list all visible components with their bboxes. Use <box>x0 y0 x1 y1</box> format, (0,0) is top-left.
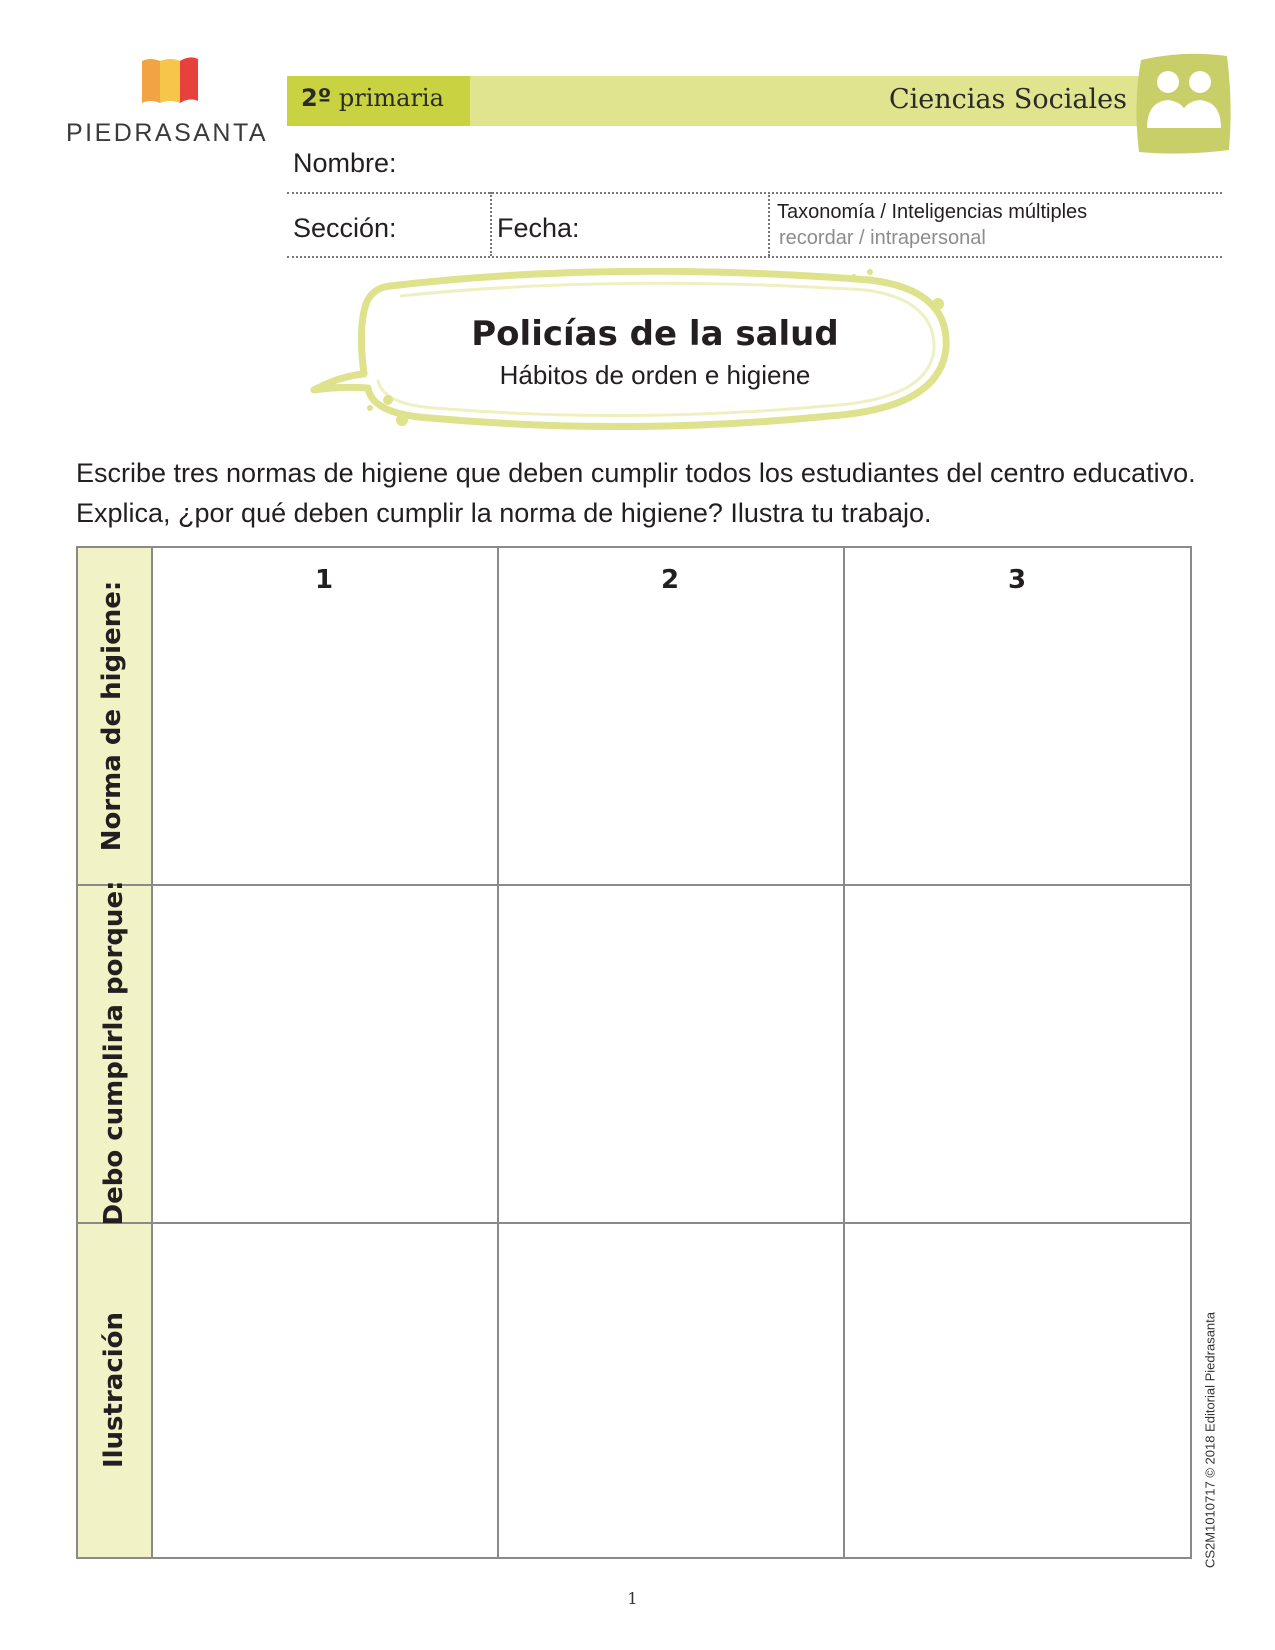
row-label-debo-cumplirla: Debo cumplirla porque: <box>99 880 129 1226</box>
people-group-icon <box>1133 52 1233 158</box>
book-logo-icon <box>140 55 200 107</box>
grade-text: primaria <box>338 84 444 112</box>
piedrasanta-logo <box>60 55 280 155</box>
column-header-3: 3 <box>1007 565 1027 595</box>
instructions-text: Escribe tres normas de higiene que deben cumplir todos los estudiantes del centro educativo. Explica, ¿por qué deben cumplir la norma de higiene? Ilustra tu trabajo. <box>76 458 1196 528</box>
column-header-1: 1 <box>314 565 334 595</box>
activity-title: Policías de la salud <box>471 314 839 354</box>
section-label: Sección: <box>293 213 397 243</box>
brand-name: PIEDRASANTA <box>66 119 269 147</box>
cell-norma-1[interactable] <box>153 548 497 884</box>
name-line <box>287 192 1222 194</box>
cell-porque-1[interactable] <box>153 886 497 1222</box>
cell-porque-2[interactable] <box>499 886 843 1222</box>
cell-ilustracion-2[interactable] <box>499 1224 843 1557</box>
row-label-ilustracion: Ilustración <box>99 1311 129 1469</box>
grade-label <box>301 84 444 112</box>
cell-norma-2[interactable] <box>499 548 843 884</box>
cell-ilustracion-3[interactable] <box>845 1224 1190 1557</box>
grade-number: 2º <box>301 84 332 112</box>
activity-subtitle: Hábitos de orden e higiene <box>499 360 811 390</box>
date-label: Fecha: <box>497 213 580 243</box>
page-number: 1 <box>627 1589 638 1608</box>
taxonomy-values: recordar / intrapersonal <box>779 227 986 249</box>
column-header-2: 2 <box>660 565 680 595</box>
cell-porque-3[interactable] <box>845 886 1190 1222</box>
taxonomy-title: Taxonomía / Inteligencias múltiples <box>777 201 1088 223</box>
copyright-text: CS2M1010717 © 2018 Editorial Piedrasanta <box>1202 1311 1218 1569</box>
section-date-divider <box>490 192 492 256</box>
form-bottom-line <box>287 256 1222 258</box>
subject-label: Ciencias Sociales <box>888 84 1127 115</box>
cell-norma-3[interactable] <box>845 548 1190 884</box>
row-label-norma: Norma de higiene: <box>97 580 127 852</box>
cell-ilustracion-1[interactable] <box>153 1224 497 1557</box>
name-label: Nombre: <box>293 148 397 178</box>
date-taxonomy-divider <box>768 192 770 256</box>
